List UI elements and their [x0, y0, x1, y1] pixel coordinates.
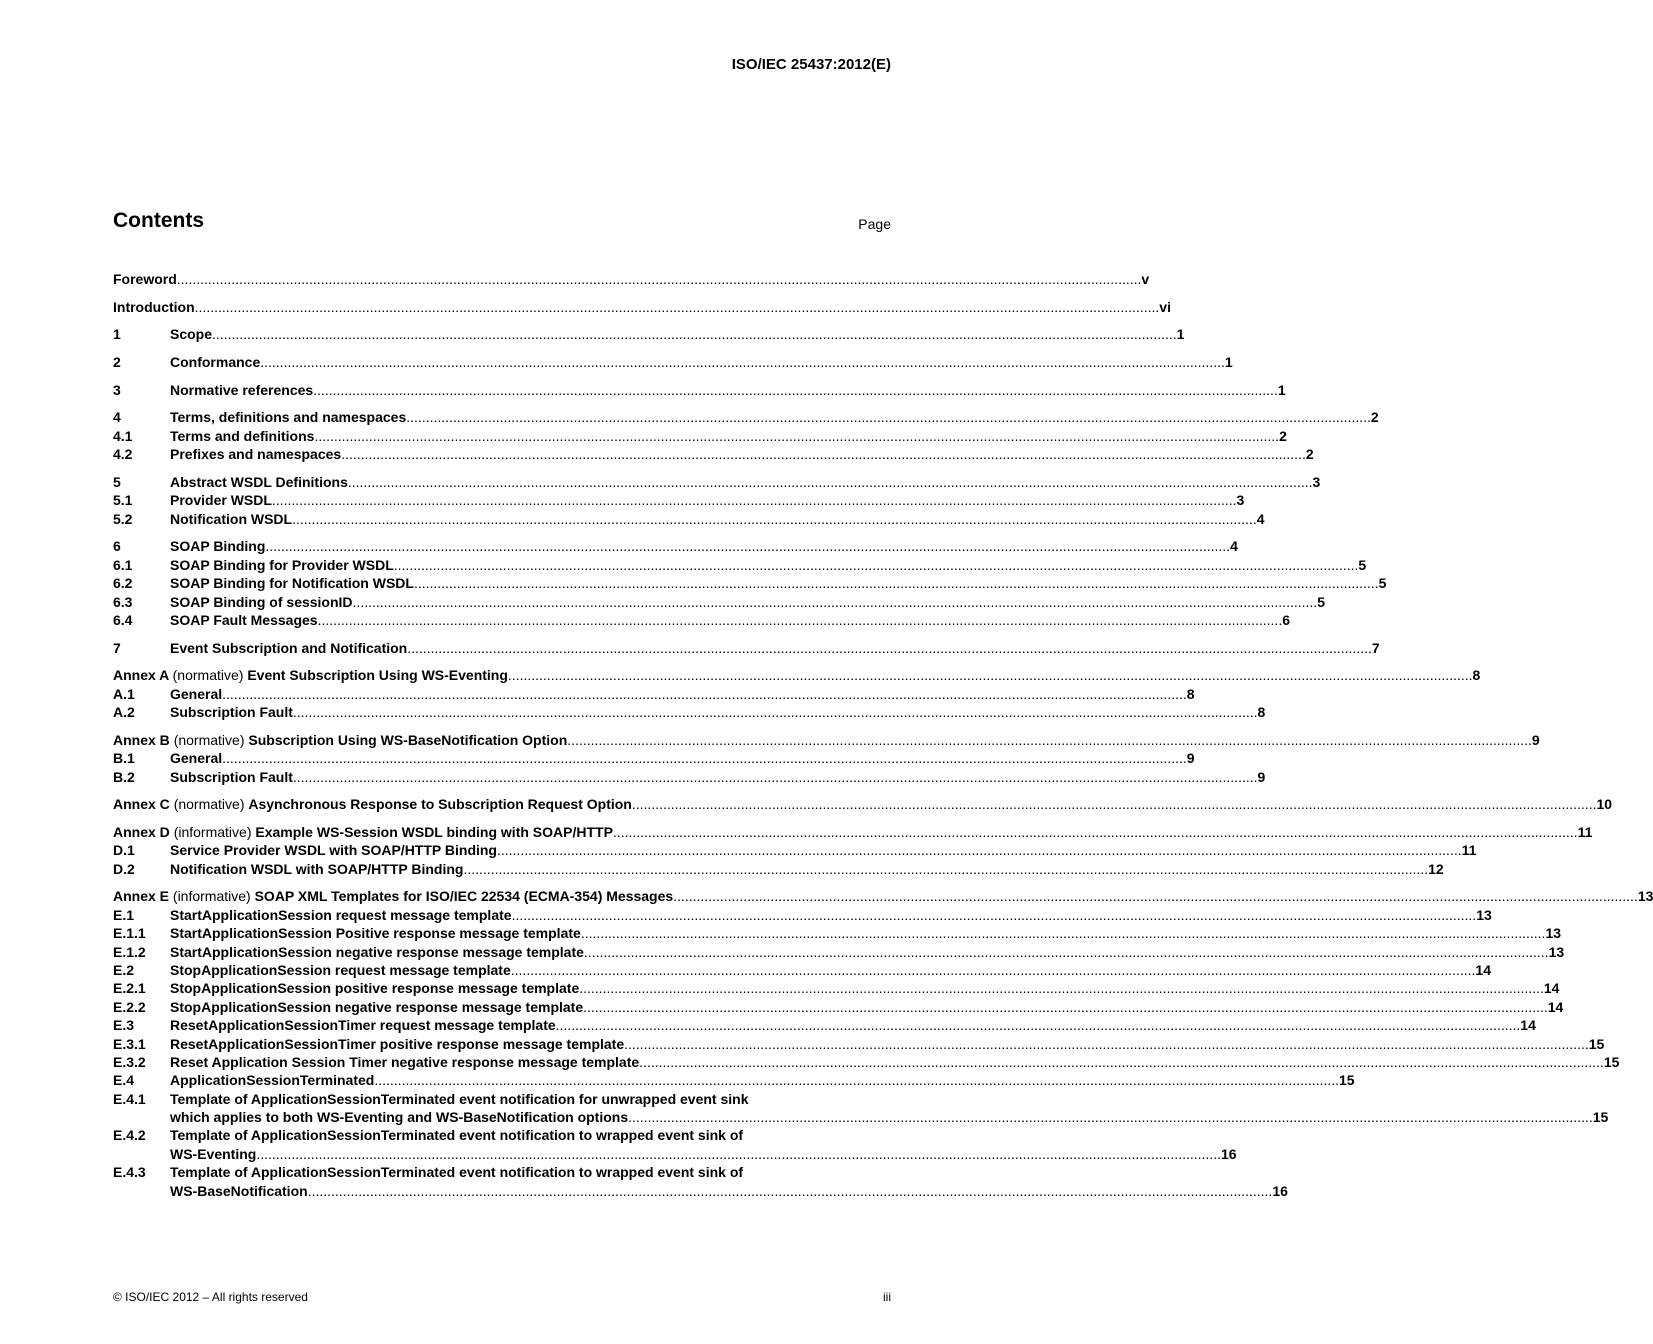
toc-page-number: 1 [1224, 354, 1233, 371]
toc-entry-title: Subscription Fault [170, 768, 293, 785]
annex-label [113, 887, 255, 905]
toc-entry-number: 6.1 [113, 556, 133, 573]
toc-entry[interactable] [113, 325, 1185, 343]
toc-page-number: 12 [1428, 860, 1444, 877]
annex-label [113, 666, 247, 684]
toc-entry-number: 6 [113, 538, 121, 555]
toc-entry[interactable] [113, 860, 1444, 878]
annex-type: (normative) [173, 796, 245, 813]
toc-entry[interactable] [113, 298, 1171, 316]
toc-entry-title: Asynchronous Response to Subscription Request Option [248, 796, 632, 813]
toc-entry[interactable] [113, 381, 1286, 399]
toc-page-number: 8 [1257, 704, 1266, 721]
toc-entry-title: Scope [170, 326, 213, 343]
toc-page-number: 11 [1577, 823, 1593, 840]
toc-entry[interactable] [113, 408, 1379, 426]
toc-entry[interactable] [113, 1035, 1605, 1053]
toc-entry-title: StopApplicationSession request message template [170, 961, 511, 978]
toc-entry-title: Event Subscription and Notification [170, 639, 408, 656]
toc-entry-title: SOAP Fault Messages [170, 611, 318, 628]
toc-entry-number: 1 [113, 326, 121, 343]
toc-entry-title: Foreword [113, 271, 177, 287]
toc-page-number: 8 [1186, 685, 1195, 702]
toc-entry[interactable] [113, 1071, 1355, 1089]
toc-entry-number: 4.2 [113, 446, 133, 463]
page-column-label: Page [858, 216, 891, 232]
toc-page-number: 9 [1257, 768, 1266, 785]
contents-title: Contents [113, 209, 204, 232]
toc-page-number: 2 [1279, 427, 1287, 444]
toc-page-number: 15 [1338, 1072, 1355, 1089]
toc-entry[interactable] [113, 1163, 1288, 1200]
toc-entry-title: Example WS-Session WSDL binding with SOAP/HTTP [255, 823, 613, 840]
toc-entry-title: ApplicationSessionTerminated [170, 1072, 375, 1089]
toc-entry-number: 3 [113, 381, 121, 398]
annex-type: (normative) [172, 667, 244, 684]
toc-page-number: 7 [1371, 639, 1380, 656]
toc-entry-title: Subscription Using WS-BaseNotification Option [248, 731, 568, 748]
toc-entry-title: Subscription Fault [170, 704, 293, 721]
toc-entry-title: Template of ApplicationSessionTerminated event notification to wrapped event sink of [170, 1164, 744, 1181]
toc-entry-number: E.1 [113, 906, 135, 923]
toc-entry-title: Normative references [170, 381, 314, 398]
toc-entry[interactable] [113, 510, 1265, 528]
toc-page-number: 9 [1531, 731, 1540, 748]
toc-entry-title: Prefixes and namespaces [170, 446, 342, 463]
toc-entry-number: E.2 [113, 961, 135, 978]
standard-id: ISO/IEC 25437:2012(E) [731, 56, 891, 73]
toc-page-number: 13 [1545, 925, 1562, 942]
toc-entry-title: Introduction [113, 298, 195, 315]
toc-entry-title: Event Subscription Using WS-Eventing [247, 667, 508, 684]
toc-entry[interactable] [113, 611, 1291, 629]
toc-entry[interactable] [113, 473, 1321, 491]
annex-label [113, 731, 248, 749]
toc-page-number: v [1141, 271, 1150, 287]
toc-page-number: 16 [1272, 1182, 1288, 1199]
toc-entry-title-continued: WS-Eventing [170, 1145, 257, 1162]
toc-entry-title: Terms and definitions [170, 427, 315, 444]
toc-page-number: 10 [1596, 796, 1613, 813]
toc-entry-title: SOAP Binding of sessionID [170, 593, 353, 610]
toc-entry[interactable] [113, 841, 1477, 859]
toc-entry-number: 6.4 [113, 611, 133, 628]
toc-entry-title: Notification WSDL [170, 510, 293, 527]
annex-name: Annex B [113, 731, 170, 748]
toc-entry[interactable] [113, 906, 1492, 924]
toc-entry-title: SOAP Binding for Provider WSDL [170, 556, 394, 573]
toc-entry-number: 5.1 [113, 492, 133, 509]
toc-page-number: 16 [1220, 1145, 1237, 1162]
toc-entry[interactable] [113, 685, 1195, 703]
toc-entry[interactable] [113, 574, 1387, 592]
toc-entry-title: StartApplicationSession negative response message template [170, 943, 584, 960]
toc-annex-entry[interactable] [113, 795, 1613, 813]
toc-page-number: 1 [1176, 326, 1185, 343]
toc-entry[interactable] [113, 979, 1560, 997]
toc-annex-entry[interactable] [113, 887, 1653, 905]
toc-page-number: 5 [1317, 593, 1325, 610]
toc-page-number: 15 [1592, 1109, 1609, 1126]
toc-entry-title: General [170, 685, 223, 702]
toc-page-number: 6 [1282, 611, 1291, 628]
toc-page-number: 11 [1461, 842, 1477, 859]
toc-page-number: 4 [1256, 510, 1265, 527]
toc-entry[interactable] [113, 1090, 1609, 1127]
toc-page-number: 14 [1475, 961, 1491, 978]
toc-entry-number: E.4.1 [113, 1090, 146, 1107]
toc-entry-title: General [170, 750, 223, 767]
toc-entry-title: SOAP Binding for Notification WSDL [170, 575, 414, 592]
toc-entry-number: B.1 [113, 750, 135, 767]
annex-type: (normative) [173, 731, 245, 748]
annex-type: (informative) [173, 823, 252, 840]
toc-page-number: 5 [1378, 575, 1387, 592]
toc-entry-number: 5 [113, 473, 121, 490]
toc-entry-title-continued: which applies to both WS-Eventing and WS-BaseNotification options [170, 1109, 629, 1126]
toc-entry-number: 5.2 [113, 510, 133, 527]
toc-entry-number: E.3.2 [113, 1053, 146, 1070]
toc-page-number: 9 [1186, 750, 1195, 767]
toc-entry-title: StartApplicationSession request message template [170, 906, 512, 923]
annex-name: Annex E [113, 888, 170, 905]
toc-page-number: 14 [1547, 998, 1564, 1015]
toc-entry[interactable] [113, 537, 1238, 555]
toc-page-number: 1 [1277, 381, 1286, 398]
toc-entry-number: E.4 [113, 1072, 135, 1089]
toc-annex-entry[interactable] [113, 666, 1481, 684]
toc-entry[interactable] [113, 1016, 1536, 1034]
toc-entry-number: E.1.2 [113, 943, 146, 960]
toc-entry-number: E.3 [113, 1017, 135, 1034]
toc-entry-title: SOAP XML Templates for ISO/IEC 22534 (ECMA-354) Messages [254, 888, 674, 905]
annex-name: Annex A [113, 667, 169, 684]
toc-entry[interactable] [113, 961, 1491, 979]
toc-entry-number: E.2.1 [113, 980, 146, 997]
toc-entry[interactable] [113, 1053, 1620, 1071]
toc-page-number: 14 [1543, 980, 1560, 997]
annex-label [113, 795, 248, 813]
toc-entry-title: Provider WSDL [170, 492, 272, 509]
toc-entry-title: Template of ApplicationSessionTerminated event notification for unwrapped event sink [170, 1090, 749, 1107]
toc-annex-entry[interactable] [113, 823, 1593, 841]
toc-entry[interactable] [113, 703, 1266, 721]
toc-page-number: 13 [1548, 943, 1565, 960]
toc-entry-title: Conformance [170, 354, 261, 371]
toc-entry[interactable] [113, 593, 1325, 611]
toc-entry-number: 6.3 [113, 593, 133, 610]
toc-entry-number: E.1.1 [113, 925, 146, 942]
toc-entry-number: E.4.3 [113, 1164, 146, 1181]
toc-entry[interactable] [113, 270, 1150, 288]
toc-entry-title: ResetApplicationSessionTimer positive response message template [170, 1035, 625, 1052]
toc-entry[interactable] [113, 998, 1564, 1016]
toc-page-number: 2 [1370, 409, 1379, 426]
toc-entry-number: 6.2 [113, 575, 133, 592]
annex-name: Annex C [113, 796, 170, 813]
toc-entry-title: SOAP Binding [170, 538, 266, 555]
toc-entry-number: 7 [113, 639, 121, 656]
toc-entry[interactable] [113, 353, 1233, 371]
toc-entry-title: Service Provider WSDL with SOAP/HTTP Binding [170, 842, 497, 859]
footer-copyright: © ISO/IEC 2012 – All rights reserved [113, 1290, 308, 1304]
toc-entry-number: 4 [113, 409, 121, 426]
annex-type: (informative) [172, 888, 251, 905]
toc-page-number: vi [1159, 298, 1171, 315]
toc-entry-number: D.1 [113, 842, 135, 859]
toc-entry-title: Template of ApplicationSessionTerminated event notification to wrapped event sink of [170, 1127, 744, 1144]
toc-entry-number: E.3.1 [113, 1035, 146, 1052]
toc-entry-title: Notification WSDL with SOAP/HTTP Binding [170, 860, 464, 877]
toc-entry-number: E.2.2 [113, 998, 146, 1015]
toc-entry-number: A.2 [113, 704, 135, 721]
toc-page-number: 5 [1358, 556, 1367, 573]
toc-entry-number: 2 [113, 354, 121, 371]
toc-entry-number: 4.1 [113, 427, 133, 444]
toc-entry-title: Terms, definitions and namespaces [170, 409, 407, 426]
toc-page-number: 15 [1588, 1035, 1605, 1052]
toc-annex-entry[interactable] [113, 731, 1540, 749]
toc-entry[interactable] [113, 1126, 1237, 1163]
toc-entry-title: StopApplicationSession negative response message template [170, 998, 584, 1015]
toc-entry-number: E.4.2 [113, 1127, 146, 1144]
footer-page-number: iii [883, 1290, 891, 1304]
toc-entry-number: D.2 [113, 860, 135, 877]
toc-page-number: 8 [1472, 667, 1481, 684]
annex-name: Annex D [113, 823, 170, 840]
table-of-contents [113, 270, 1653, 1200]
toc-entry[interactable] [113, 924, 1562, 942]
toc-page-number: 3 [1312, 473, 1321, 490]
toc-entry[interactable] [113, 639, 1380, 657]
toc-entry[interactable] [113, 445, 1314, 463]
toc-entry-title-continued: WS-BaseNotification [170, 1182, 308, 1199]
toc-page-number: 2 [1305, 446, 1314, 463]
toc-entry[interactable] [113, 768, 1266, 786]
annex-label [113, 823, 255, 841]
toc-entry[interactable] [113, 427, 1287, 445]
toc-entry-title: Reset Application Session Timer negative response message template [170, 1053, 640, 1070]
toc-entry-title: ResetApplicationSessionTimer request message template [170, 1017, 556, 1034]
toc-page-number: 3 [1236, 492, 1245, 509]
toc-entry[interactable] [113, 749, 1195, 767]
toc-entry-title: StartApplicationSession Positive response message template [170, 925, 581, 942]
toc-page-number: 15 [1603, 1053, 1620, 1070]
toc-entry[interactable] [113, 556, 1367, 574]
toc-entry-title: Abstract WSDL Definitions [170, 473, 348, 490]
toc-page-number: 4 [1230, 538, 1238, 555]
toc-entry-number: A.1 [113, 685, 135, 702]
toc-entry[interactable] [113, 491, 1245, 509]
toc-page-number: 13 [1637, 888, 1653, 905]
toc-page-number: 13 [1476, 906, 1492, 923]
toc-entry[interactable] [113, 943, 1565, 961]
toc-page-number: 14 [1520, 1017, 1536, 1034]
toc-entry-title: StopApplicationSession positive response message template [170, 980, 580, 997]
toc-entry-number: B.2 [113, 768, 135, 785]
